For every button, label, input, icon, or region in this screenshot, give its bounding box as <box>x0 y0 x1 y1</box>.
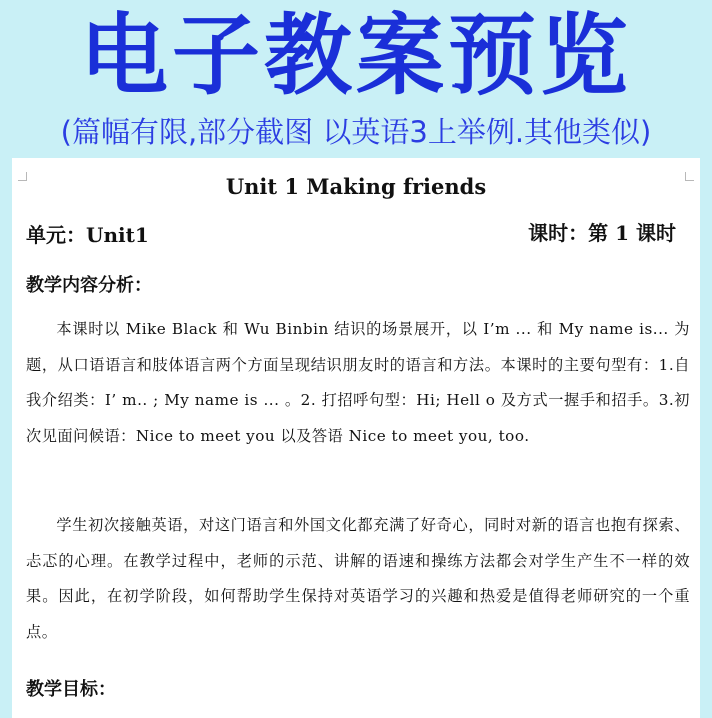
period-label: 课时：第 1 课时 <box>528 221 676 245</box>
section-heading-content-analysis: 教学内容分析： <box>26 275 152 296</box>
unit-label: 单元：Unit1 <box>26 223 149 247</box>
section-heading-teaching-goals: 教学目标： <box>26 679 116 700</box>
document-title: Unit 1 Making friends <box>225 174 487 199</box>
preview-banner <box>0 0 712 158</box>
banner-title: 电子教案预览 <box>79 4 632 107</box>
paragraph-student-analysis: 学生初次接触英语，对这门语言和外国文化都充满了好奇心，同时对新的语言也抱有探索、忐忑的心理。在教学过程中，老师的示范、讲解的语速和操练方法都会对学生产生不一样的效果。因此，在初学阶段，如何帮助学生保持对英语学习的兴趣和热爱是值得老师研究的一个重点。 <box>26 516 690 641</box>
paragraph-content-analysis: 本课时以 Mike Black 和 Wu Binbin 结识的场景展开，以 I’m ... 和 My name is... 为题，从口语语言和肢体语言两个方面呈现结识朋友时的语言和方法。本课时的主要句型有：1.自我介绍类：I’ m.. ; My name is ... 。2. 打招呼句型：Hi; Hell o 及方式一握手和招手。3.初次见面问候语：Nice to meet you 以及答语 Nice to meet you, too. <box>26 320 690 445</box>
banner-subtitle: (篇幅有限,部分截图 以英语3上举例.其他类似) <box>60 115 652 149</box>
document-page <box>12 158 700 718</box>
